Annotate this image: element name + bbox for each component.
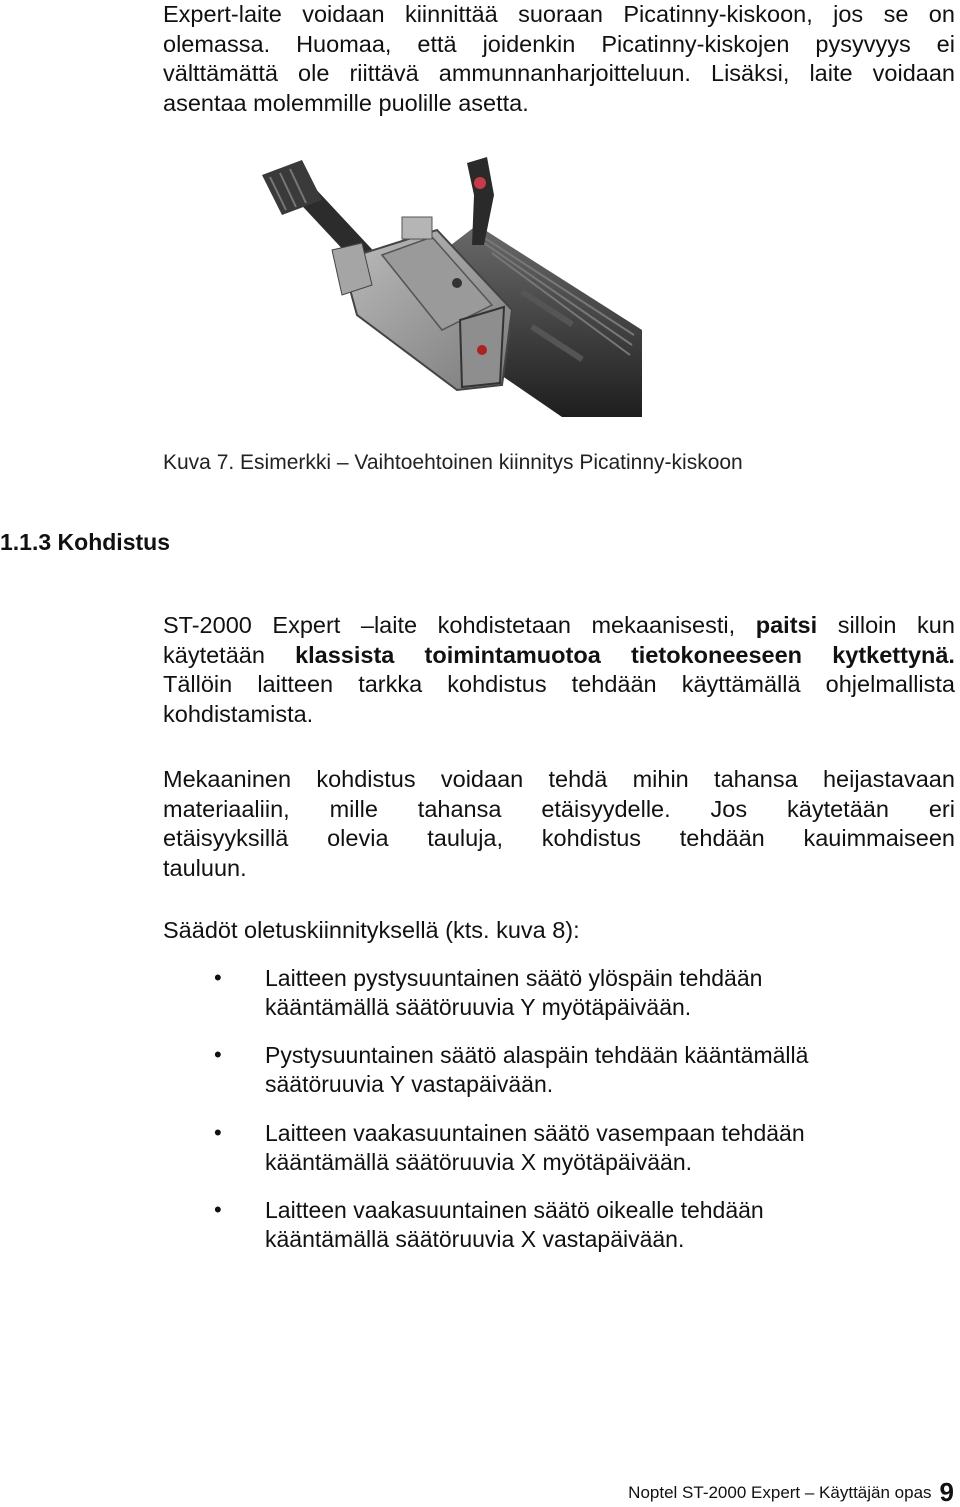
word: voidaan (440, 766, 524, 792)
bullet-icon: • (214, 1120, 222, 1145)
word: Picatinny-kiskoon, (623, 1, 813, 27)
word: tehdä (548, 766, 608, 792)
word: toimintamuotoa (424, 641, 601, 668)
word: Expert (272, 612, 341, 638)
word: olevia (327, 825, 389, 851)
word: jos (833, 1, 864, 27)
footer-text: Noptel ST-2000 Expert – Käyttäjän opas (628, 1483, 932, 1502)
intro-line (163, 59, 955, 89)
word: mihin (632, 766, 689, 792)
paragraph-line: kohdistamista. (163, 700, 314, 727)
intro-line: asentaa molemmille puolille asetta. (163, 89, 529, 116)
word: Mekaaninen (163, 766, 292, 792)
page-number: 9 (939, 1477, 954, 1507)
adjustments-title-text: Säädöt oletuskiinnityksellä (kts. kuva 8): (163, 917, 580, 943)
word: voidaan (302, 1, 385, 27)
word: kohdistus (316, 766, 416, 792)
word: materiaaliin, (163, 795, 290, 822)
word: laitteen (257, 671, 334, 697)
word: on (928, 1, 955, 27)
word: –laite (360, 612, 418, 638)
bullet-text: Laitteen vaakasuuntainen säätö vasempaan tehdään (265, 1120, 805, 1146)
word: ohjelmallista (825, 671, 955, 697)
word: kohdistus (447, 671, 547, 697)
word: olemassa. (163, 30, 271, 57)
word: kun (917, 612, 955, 638)
word: paitsi (755, 612, 818, 638)
bullet-text: Pystysuuntainen säätö alaspäin tehdään kääntämällä (265, 1042, 809, 1068)
figure-caption: Kuva 7. Esimerkki – Vaihtoehtoinen kiinnitys Picatinny-kiskoon (163, 451, 743, 474)
word: voidaan (872, 60, 955, 86)
word: suoraan (518, 1, 603, 27)
intro-line (163, 0, 955, 30)
word: tehdään (571, 671, 657, 697)
word: etäisyyksillä (163, 825, 289, 851)
section-heading: 1.1.3 Kohdistus (0, 529, 170, 555)
word: välttämättä (163, 60, 278, 86)
word: eri (928, 795, 955, 822)
bullet-icon: • (214, 1197, 222, 1222)
word: Picatinny-kiskojen (601, 30, 790, 57)
paragraph-line (163, 611, 955, 641)
bullet-icon: • (214, 965, 222, 990)
word: ole (298, 60, 330, 86)
page-footer (628, 1474, 954, 1505)
bullet-text: kääntämällä säätöruuvia X myötäpäivään. (265, 1149, 693, 1175)
word: ammunnanharjoitteluun. (438, 60, 691, 86)
word: mekaanisesti, (591, 612, 736, 638)
word: laite (809, 60, 853, 86)
rifle-with-st2000-device-image (262, 155, 642, 417)
bullet-text: Laitteen vaakasuuntainen säätö oikealle tehdään (265, 1197, 764, 1223)
word: tahansa (714, 766, 798, 792)
bullet-icon: • (214, 1042, 222, 1067)
word: käytetään (163, 641, 265, 668)
word: Jos (710, 795, 748, 822)
word: pysyvyys (815, 30, 911, 57)
word: Expert-laite (163, 1, 282, 27)
word: käytetään (787, 795, 889, 822)
word: Lisäksi, (711, 60, 790, 86)
paragraph-line (163, 824, 955, 854)
word: tehdään (679, 825, 765, 851)
word: se (883, 1, 909, 27)
word: etäisyydelle. (541, 795, 671, 822)
word: tarkka (358, 671, 423, 697)
word: tietokoneeseen (630, 641, 803, 668)
word: joidenkin (482, 30, 576, 57)
word: Tällöin (163, 671, 233, 697)
paragraph-line (163, 795, 955, 825)
alignment-paragraph (163, 611, 955, 729)
word: kiinnittää (404, 1, 498, 27)
bullet-text: Laitteen pystysuuntainen säätö ylöspäin tehdään (265, 965, 763, 991)
paragraph-line (163, 641, 955, 671)
bullet-text: kääntämällä säätöruuvia X vastapäivään. (265, 1226, 685, 1252)
intro-paragraph (163, 0, 955, 118)
mechanical-alignment-paragraph (163, 765, 955, 883)
bullet-text: säätöruuvia Y vastapäivään. (265, 1071, 554, 1097)
word: tahansa (417, 795, 502, 822)
word: tauluja, (427, 825, 504, 851)
word: kauimmaiseen (803, 825, 955, 851)
word: Huomaa, (296, 30, 392, 57)
word: riittävä (349, 60, 419, 86)
paragraph-line: tauluun. (163, 854, 247, 881)
intro-line (163, 30, 955, 60)
word: ST-2000 (163, 612, 252, 638)
word: kytkettynä. (832, 641, 955, 668)
adjustments-title (163, 916, 955, 946)
word: että (417, 30, 457, 57)
paragraph-line (163, 765, 955, 795)
word: kohdistus (541, 825, 642, 851)
word: ei (936, 30, 955, 57)
word: klassista (295, 641, 395, 668)
word: mille (329, 795, 378, 822)
paragraph-line (163, 670, 955, 700)
word: heijastavaan (822, 766, 955, 792)
word: käyttämällä (681, 671, 801, 697)
word: kohdistetaan (437, 612, 571, 638)
word: silloin (837, 612, 897, 638)
bullet-text: kääntämällä säätöruuvia Y myötäpäivään. (265, 994, 692, 1020)
